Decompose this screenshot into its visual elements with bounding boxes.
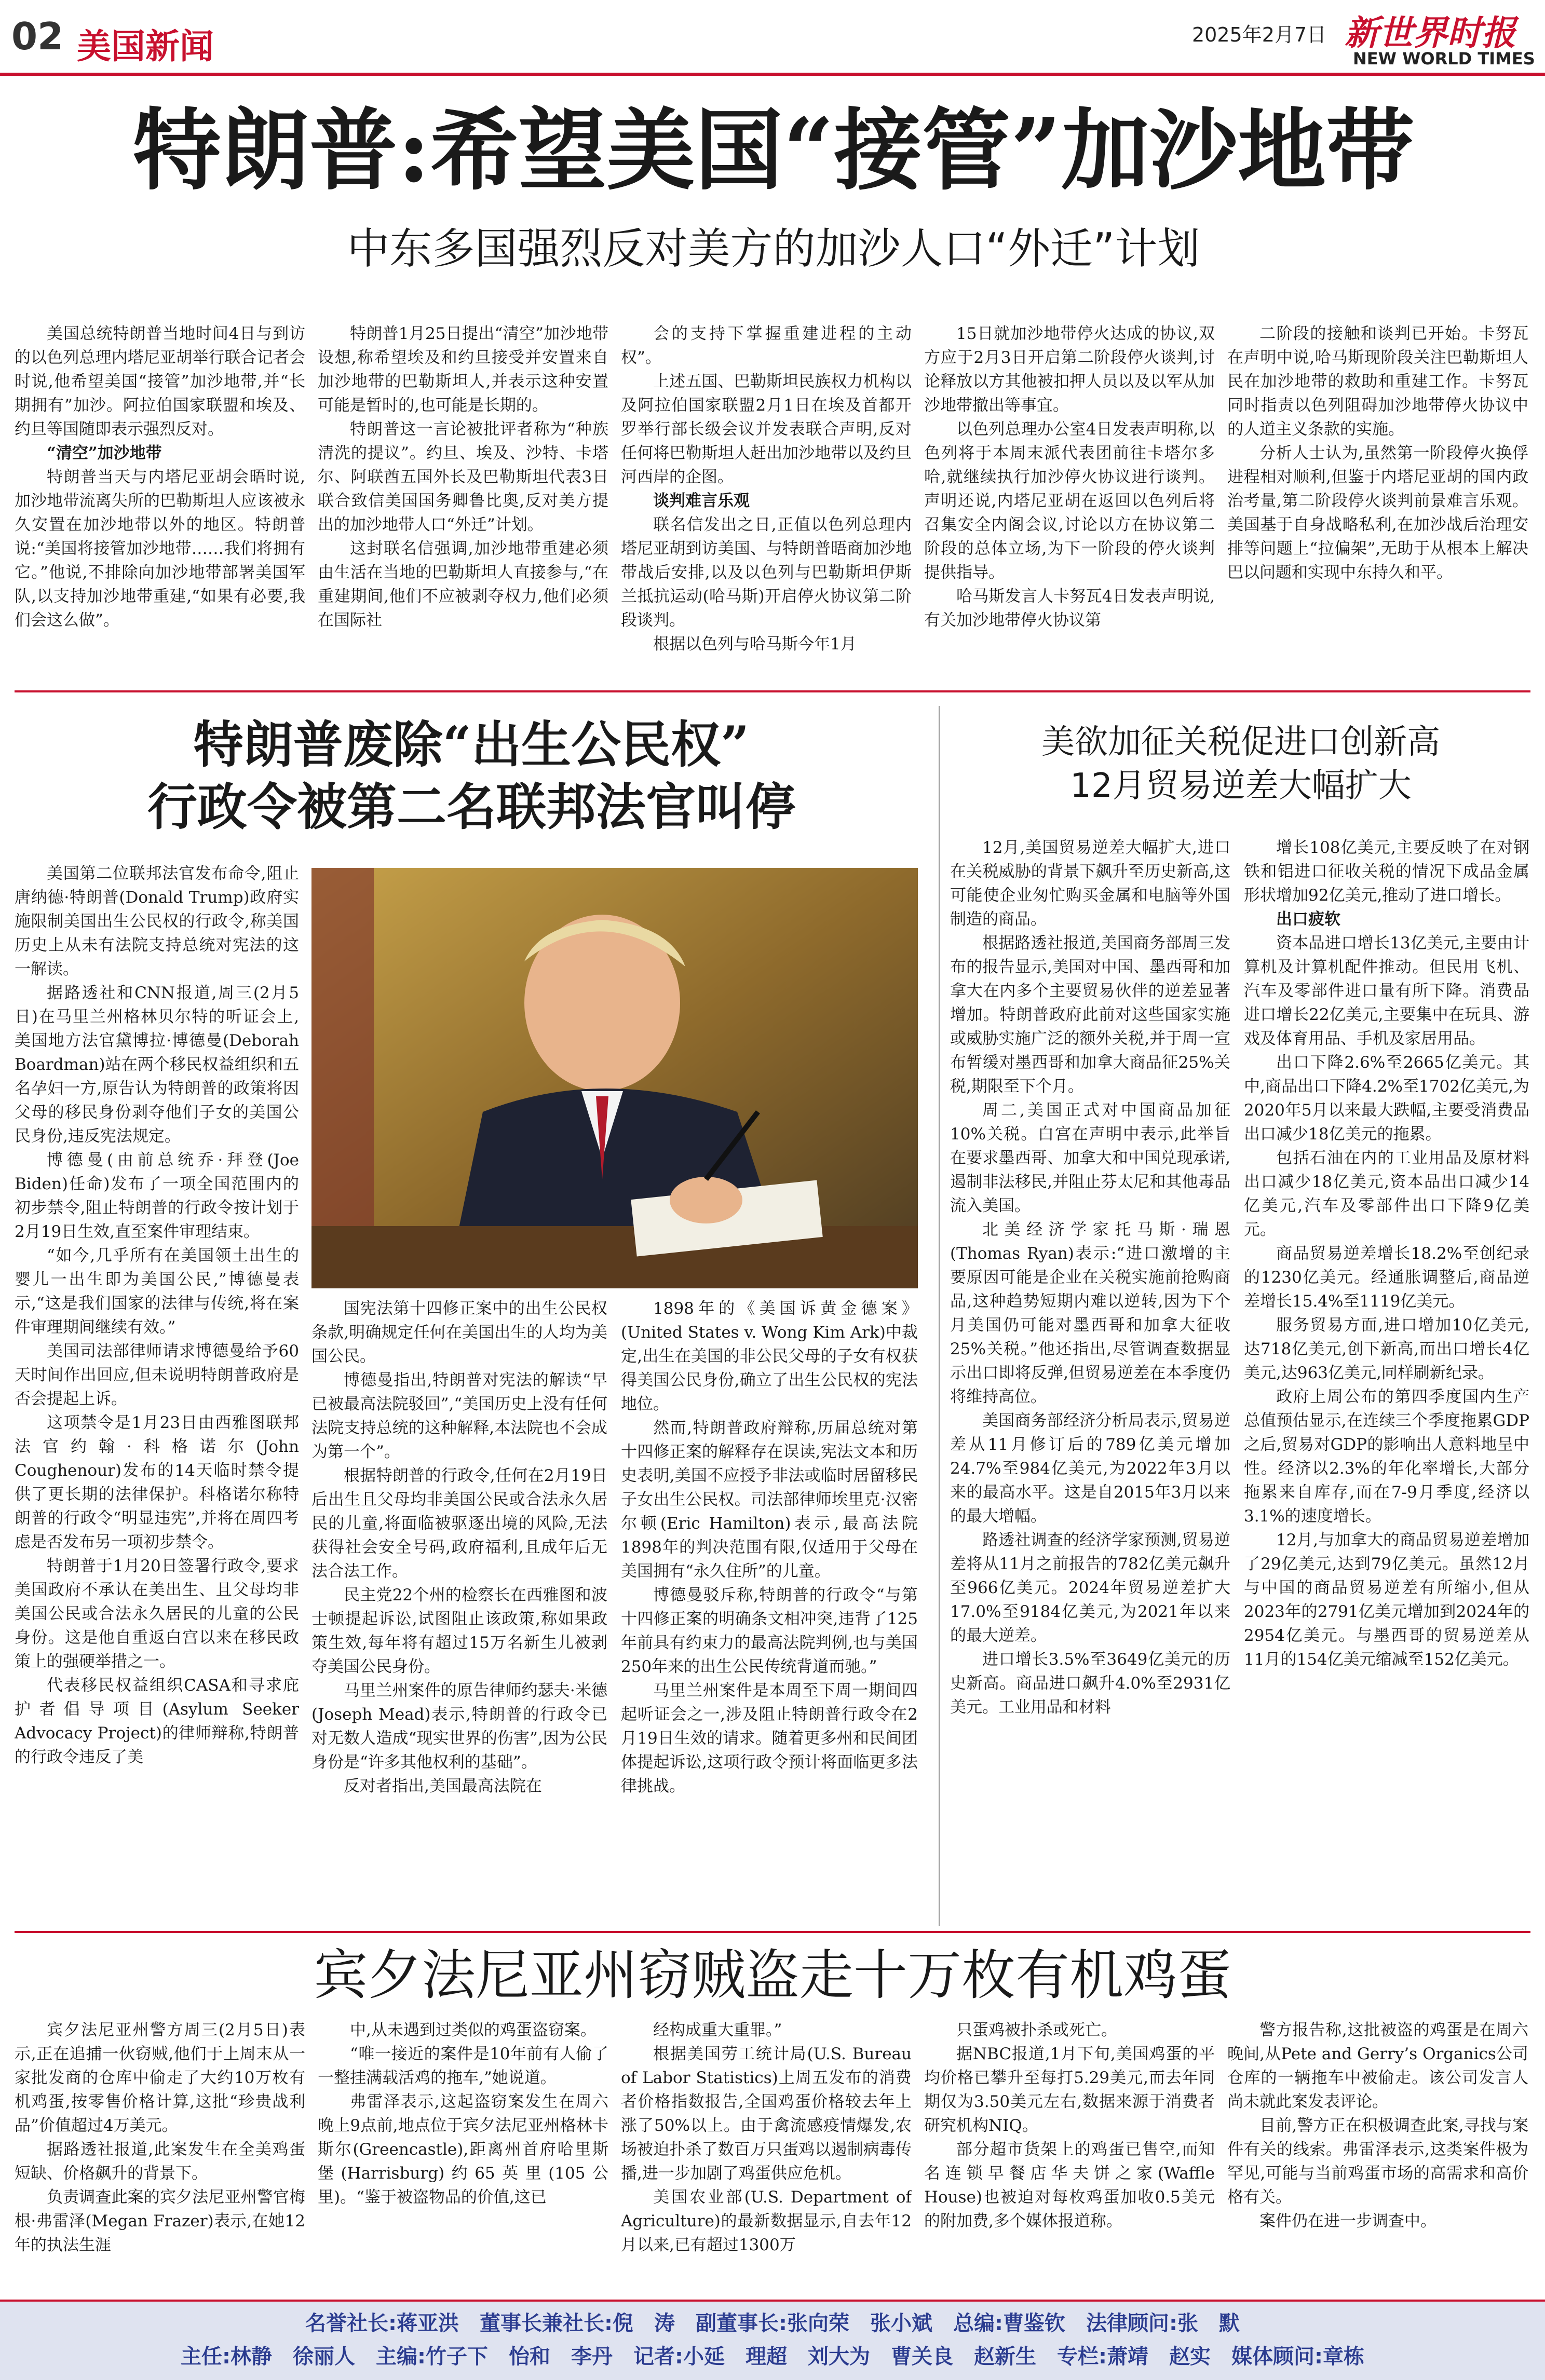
article2-headline-line1: 特朗普废除“出生公民权”	[193, 715, 750, 774]
paragraph: “唯一接近的案件是10年前有人偷了一整挂满载活鸡的拖车,”她说道。	[318, 2045, 608, 2087]
paragraph: 美国农业部(U.S. Department of Agriculture)的最新数据显示,自去年12月以来,已有超过1300万	[621, 2188, 912, 2254]
paragraph: 据路透社报道,此案发生在全美鸡蛋短缺、价格飙升的背景下。	[15, 2140, 305, 2183]
paragraph: 12月,美国贸易逆差大幅扩大,进口在关税威胁的背景下飙升至历史新高,这可能使企业匆忙购买金属和电脑等外国制造的商品。	[950, 838, 1230, 929]
paragraph: 据路透社和CNN报道,周三(2月5日)在马里兰州格林贝尔特的听证会上,美国地方法官黛博拉·博德曼(Deborah Boardman)站在两个移民权益组织和五名孕妇一方,原告认为特朗普的政策将因父母的移民身份剥夺他们子女的美国公民身份,违反宪法规定。	[15, 984, 299, 1146]
paragraph: 只蛋鸡被扑杀或死亡。	[956, 2021, 1117, 2039]
paragraph: 中,从未遇到过类似的鸡蛋盗窃案。	[350, 2021, 597, 2039]
article4-column-4	[924, 2018, 1215, 2293]
paragraph: 美国第二位联邦法官发布命令,阻止唐纳德·特朗普(Donald Trump)政府实施限制美国出生公民权的行政令,称美国历史上从未有法院支持总统对宪法的这一解读。	[15, 864, 299, 978]
article4-column-3	[621, 2018, 912, 2293]
paragraph: 进口增长3.5%至3649亿美元的历史新高。商品进口飙升4.0%至2931亿美元。工业用品和材料	[950, 1650, 1230, 1717]
paragraph: 博德曼指出,特朗普对宪法的解读“早已被最高法院驳回”,“美国历史上没有任何法院支持总统的这种解释,本法院也不会成为第一个”。	[311, 1371, 607, 1461]
paragraph: 增长108亿美元,主要反映了在对钢铁和铝进口征收关税的情况下成品金属形状增加92亿美元,推动了进口增长。	[1244, 838, 1529, 905]
paragraph: 根据美国劳工统计局(U.S. Bureau of Labor Statistics)上周五发布的消费者价格指数报告,全国鸡蛋价格较去年上涨了50%以上。由于禽流感疫情爆发,农场被迫扑杀了数百万只蛋鸡以遏制病毒传播,进一步加剧了鸡蛋供应危机。	[621, 2045, 912, 2183]
paragraph: 马里兰州案件的原告律师约瑟夫·米德(Joseph Mead)表示,特朗普的行政令已对无数人造成“现实世界的伤害”,因为公民身份是“许多其他权利的基础”。	[311, 1681, 607, 1772]
paragraph: 特朗普1月25日提出“清空”加沙地带设想,称希望埃及和约旦接受并安置来自加沙地带的巴勒斯坦人,并表示这种安置可能是暂时的,也可能是长期的。	[318, 324, 608, 415]
paragraph: 政府上周公布的第四季度国内生产总值预估显示,在连续三个季度拖累GDP之后,贸易对GDP的影响出人意料地呈中性。经济以2.3%的年化率增长,大部分拖累来自库存,而在7-9月季度,经济以3.1%的速度增长。	[1244, 1388, 1529, 1526]
paragraph: 案件仍在进一步调查中。	[1259, 2212, 1436, 2231]
paragraph: 根据以色列与哈马斯今年1月	[653, 635, 857, 654]
article3-headline-line2: 12月贸易逆差大幅扩大	[1070, 767, 1412, 805]
page-number: 02	[11, 15, 64, 58]
article3-column-1	[950, 836, 1230, 1926]
footer-staff-line-2: 主任:林静 徐丽人 主编:竹子下 怡和 李丹 记者:小延 理超 刘大为 曹关良 赵新生 专栏:萧靖 赵实 媒体顾问:章栋	[181, 2345, 1364, 2369]
subheading: 出口疲软	[1276, 910, 1340, 929]
paragraph: 根据路透社报道,美国商务部周三发布的报告显示,美国对中国、墨西哥和加拿大在内多个主要贸易伙伴的逆差显著增加。特朗普政府此前对这些国家实施或威胁实施广泛的额外关税,并于周一宣布暂缓对墨西哥和加拿大商品征25%关税,期限至下个月。	[950, 934, 1230, 1096]
paragraph: 特朗普这一言论被批评者称为“种族清洗的提议”。约旦、埃及、沙特、卡塔尔、阿联酋五国外长及巴勒斯坦代表3日联合致信美国国务卿鲁比奥,反对美方提出的加沙地带人口“外迁”计划。	[318, 420, 608, 534]
subheading: “清空”加沙地带	[47, 444, 162, 463]
subheading: 谈判难言乐观	[653, 492, 750, 510]
article1-column-1	[15, 322, 305, 685]
paragraph: 民主党22个州的检察长在西雅图和波士顿提起诉讼,试图阻止该政策,称如果政策生效,每年将有超过15万名新生儿被剥夺美国公民身份。	[311, 1586, 607, 1676]
article1-column-5	[1227, 322, 1528, 685]
paragraph: 路透社调查的经济学家预测,贸易逆差将从11月之前报告的782亿美元飙升至966亿美元。2024年贸易逆差扩大17.0%至9184亿美元,为2021年以来的最大逆差。	[950, 1531, 1230, 1645]
paragraph: 负责调查此案的宾夕法尼亚州警官梅根·弗雷泽(Megan Frazer)表示,在她12年的执法生涯	[15, 2188, 305, 2254]
header-rule	[0, 73, 1545, 76]
paper-logo: 新世界时报	[1345, 12, 1516, 53]
paragraph: 上述五国、巴勒斯坦民族权力机构以及阿拉伯国家联盟2月1日在埃及首都开罗举行部长级会议并发表联合声明,反对任何将巴勒斯坦人赶出加沙地带以及约旦河西岸的企图。	[621, 372, 912, 486]
paragraph: 警方报告称,这批被盗的鸡蛋是在周六晚间,从Pete and Gerry’s Organics公司仓库的一辆拖车中被偷走。该公司发言人尚未就此案发表评论。	[1227, 2021, 1528, 2111]
article2-headline-line2: 行政令被第二名联邦法官叫停	[147, 778, 795, 836]
article1-column-4	[924, 322, 1215, 685]
article1-column-3	[621, 322, 912, 685]
article3-headline-line1: 美欲加征关税促进口创新高	[1041, 723, 1440, 761]
paragraph: 资本品进口增长13亿美元,主要由计算机及计算机配件推动。但民用飞机、汽车及零部件进口量有所下降。消费品进口增长22亿美元,主要集中在玩具、游戏及体育用品、手机及家居用品。	[1244, 934, 1529, 1048]
paragraph: 经构成重大重罪。”	[653, 2021, 782, 2039]
paragraph: 这项禁令是1月23日由西雅图联邦法官约翰·科格诺尔(John Coughenour)发布的14天临时禁令提供了更长期的法律保护。科格诺尔称特朗普的行政令“明显违宪”,并将在周四考虑是否发布另一项初步禁令。	[15, 1413, 299, 1552]
paragraph: 弗雷泽表示,这起盗窃案发生在周六晚上9点前,地点位于宾夕法尼亚州格林卡斯尔(Greencastle),距离州首府哈里斯堡(Harrisburg)约65英里(105公里)。“鉴于被盗物品的价值,这已	[318, 2092, 608, 2207]
paragraph: 15日就加沙地带停火达成的协议,双方应于2月3日开启第二阶段停火谈判,讨论释放以方其他被扣押人员以及以军从加沙地带撤出等事宜。	[924, 324, 1215, 415]
article1-column-2	[318, 322, 608, 685]
footer-staff-line-1: 名誉社长:蒋亚洪 董事长兼社长:倪 涛 副董事长:张向荣 张小斌 总编:曹鉴钦 法律顾问:张 默	[305, 2311, 1240, 2335]
paragraph: 国宪法第十四修正案中的出生公民权条款,明确规定任何在美国出生的人均为美国公民。	[311, 1299, 607, 1366]
paragraph: “如今,几乎所有在美国领土出生的婴儿一出生即为美国公民,”博德曼表示,“这是我们国家的法律与传统,将在案件审理期间继续有效。”	[15, 1246, 299, 1337]
paragraph: 特朗普当天与内塔尼亚胡会晤时说,加沙地带流离失所的巴勒斯坦人应该被永久安置在加沙地带以外的地区。特朗普说:“美国将接管加沙地带……我们将拥有它。”他说,不排除向加沙地带部署美国军队,以支持加沙地带重建,“如果有必要,我们会这么做”。	[15, 468, 305, 630]
paragraph: 美国总统特朗普当地时间4日与到访的以色列总理内塔尼亚胡举行联合记者会时说,他希望美国“接管”加沙地带,并“长期拥有”加沙。阿拉伯国家联盟和埃及、约旦等国随即表示强烈反对。	[15, 324, 305, 439]
paragraph: 北美经济学家托马斯·瑞恩(Thomas Ryan)表示:“进口激增的主要原因可能是企业在关税实施前抢购商品,这种趋势短期内难以逆转,因为下个月美国仍可能对墨西哥和加拿大征收25%关税。”他还指出,尽管调查数据显示出口即将反弹,但贸易逆差在本季度仍将维持高位。	[950, 1220, 1230, 1406]
divider	[15, 1931, 1530, 1933]
paragraph: 包括石油在内的工业用品及原材料出口减少18亿美元,资本品出口减少14亿美元,汽车及零部件出口下降9亿美元。	[1244, 1149, 1529, 1239]
paragraph: 反对者指出,美国最高法院在	[344, 1777, 542, 1796]
issue-date: 2025年2月7日	[1192, 23, 1327, 46]
paragraph: 美国商务部经济分析局表示,贸易逆差从11月修订后的789亿美元增加24.7%至984亿美元,为2022年3月以来的最高水平。这是自2015年3月以来的最大增幅。	[950, 1411, 1230, 1526]
column-rule	[939, 706, 940, 1926]
photo-illustration	[311, 868, 918, 1288]
article4-column-1	[15, 2018, 305, 2293]
article2-photo	[311, 868, 918, 1288]
paragraph: 哈马斯发言人卡努瓦4日发表声明说,有关加沙地带停火协议第	[924, 587, 1215, 630]
paragraph: 分析人士认为,虽然第一阶段停火换俘进程相对顺利,但鉴于内塔尼亚胡的国内政治考量,第二阶段停火谈判前景难言乐观。美国基于自身战略私利,在加沙战后治理安排等问题上“拉偏架”,无助于从根本上解决巴以问题和实现中东持久和平。	[1227, 444, 1528, 582]
paragraph: 会的支持下掌握重建进程的主动权”。	[621, 324, 912, 367]
paragraph: 马里兰州案件是本周至下周一期间四起听证会之一,涉及阻止特朗普行政令在2月19日生效的请求。随着更多州和民间团体提起诉讼,这项行政令预计将面临更多法律挑战。	[621, 1681, 918, 1796]
paragraph: 据NBC报道,1月下旬,美国鸡蛋的平均价格已攀升至每打5.29美元,而去年同期仅为3.50美元左右,数据来源于消费者研究机构NIQ。	[924, 2045, 1215, 2135]
paragraph: 商品贸易逆差增长18.2%至创纪录的1230亿美元。经通胀调整后,商品逆差增长15.4%至1119亿美元。	[1244, 1244, 1529, 1311]
article4-headline: 宾夕法尼亚州窃贼盗走十万枚有机鸡蛋	[313, 1943, 1231, 2007]
article2-column-1	[15, 862, 299, 1926]
paragraph: 服务贸易方面,进口增加10亿美元,达718亿美元,创下新高,而出口增长4亿美元,达963亿美元,同样刷新纪录。	[1244, 1316, 1529, 1382]
paragraph: 根据特朗普的行政令,任何在2月19日后出生且父母均非美国公民或合法永久居民的儿童,将面临被驱逐出境的风险,无法获得社会安全号码,政府福利,且成年后无法合法工作。	[311, 1466, 607, 1581]
paragraph: 代表移民权益组织CASA和寻求庇护者倡导项目(Asylum Seeker Advocacy Project)的律师辩称,特朗普的行政令违反了美	[15, 1676, 299, 1766]
article1-headline: 特朗普:希望美国“接管”加沙地带	[132, 99, 1415, 202]
paragraph: 博德曼驳斥称,特朗普的行政令“与第十四修正案的明确条文相冲突,违背了125年前具有约束力的最高法院判例,也与美国250年来的出生公民传统背道而驰。”	[621, 1586, 918, 1676]
article1-subheadline: 中东多国强烈反对美方的加沙人口“外迁”计划	[347, 224, 1200, 274]
paper-logo-en: NEW WORLD TIMES	[1353, 49, 1535, 69]
article2-column-2	[311, 1297, 607, 1925]
paragraph: 二阶段的接触和谈判已开始。卡努瓦在声明中说,哈马斯现阶段关注巴勒斯坦人民在加沙地带的救助和重建工作。卡努瓦同时指责以色列阻碍加沙地带停火协议中的人道主义条款的实施。	[1227, 324, 1528, 439]
paragraph: 联名信发出之日,正值以色列总理内塔尼亚胡到访美国、与特朗普晤商加沙地带战后安排,以及以色列与巴勒斯坦伊斯兰抵抗运动(哈马斯)开启停火协议第二阶段谈判。	[621, 515, 912, 630]
paragraph: 美国司法部律师请求博德曼给予60天时间作出回应,但未说明特朗普政府是否会提起上诉。	[15, 1342, 299, 1408]
paragraph: 特朗普于1月20日签署行政令,要求美国政府不承认在美出生、且父母均非美国公民或合法永久居民的儿童的公民身份。这是他自重返白宫以来在移民政策上的强硬举措之一。	[15, 1557, 299, 1671]
paragraph: 12月,与加拿大的商品贸易逆差增加了29亿美元,达到79亿美元。虽然12月与中国的商品贸易逆差有所缩小,但从2023年的2791亿美元增加到2024年的2954亿美元。与墨西哥的贸易逆差从11月的154亿美元缩减至152亿美元。	[1244, 1531, 1529, 1669]
paragraph: 周二,美国正式对中国商品加征10%关税。白宫在声明中表示,此举旨在要求墨西哥、加拿大和中国兑现承诺,遏制非法移民,并阻止芬太尼和其他毒品流入美国。	[950, 1101, 1230, 1215]
paragraph: 部分超市货架上的鸡蛋已售空,而知名连锁早餐店华夫饼之家(Waffle House)也被迫对每枚鸡蛋加收0.5美元的附加费,多个媒体报道称。	[924, 2140, 1215, 2231]
paragraph: 出口下降2.6%至2665亿美元。其中,商品出口下降4.2%至1702亿美元,为2020年5月以来最大跌幅,主要受消费品出口减少18亿美元的拖累。	[1244, 1053, 1529, 1144]
article3-column-2	[1244, 836, 1529, 1926]
section-name: 美国新闻	[77, 26, 214, 66]
article4-column-2	[318, 2018, 608, 2293]
paragraph: 这封联名信强调,加沙地带重建必须由生活在当地的巴勒斯坦人直接参与,“在重建期间,他们不应被剥夺权力,他们必须在国际社	[318, 539, 608, 630]
paragraph: 目前,警方正在积极调查此案,寻找与案件有关的线索。弗雷泽表示,这类案件极为罕见,可能与当前鸡蛋市场的高需求和高价格有关。	[1227, 2116, 1528, 2207]
divider	[15, 690, 1530, 692]
paragraph: 然而,特朗普政府辩称,历届总统对第十四修正案的解释存在误读,宪法文本和历史表明,美国不应授予非法或临时居留移民子女出生公民权。司法部律师埃里克·汉密尔顿(Eric Hamilton)表示,最高法院1898年的判决范围有限,仅适用于父母在美国拥有“永久住所”的儿童。	[621, 1419, 918, 1581]
article2-column-3	[621, 1297, 918, 1925]
paragraph: 1898年的《美国诉黄金德案》(United States v. Wong Kim Ark)中裁定,出生在美国的非公民父母的子女有权获得美国公民身份,确立了出生公民权的宪法地位。	[621, 1299, 918, 1413]
paragraph: 以色列总理办公室4日发表声明称,以色列将于本周末派代表团前往卡塔尔多哈,就继续执行加沙停火协议进行谈判。声明还说,内塔尼亚胡在返回以色列后将召集安全内阁会议,讨论以方在协议第二阶段的总体立场,为下一阶段的停火谈判提供指导。	[924, 420, 1215, 582]
article4-column-5	[1227, 2018, 1528, 2293]
paragraph: 宾夕法尼亚州警方周三(2月5日)表示,正在追捕一伙窃贼,他们于上周末从一家批发商的仓库中偷走了大约10万枚有机鸡蛋,按零售价格计算,这批“珍贵战利品”价值超过4万美元。	[15, 2021, 305, 2135]
paragraph: 博德曼(由前总统乔·拜登(Joe Biden)任命)发布了一项全国范围内的初步禁令,阻止特朗普的行政令按计划于2月19日生效,直至案件审理结束。	[15, 1151, 299, 1241]
